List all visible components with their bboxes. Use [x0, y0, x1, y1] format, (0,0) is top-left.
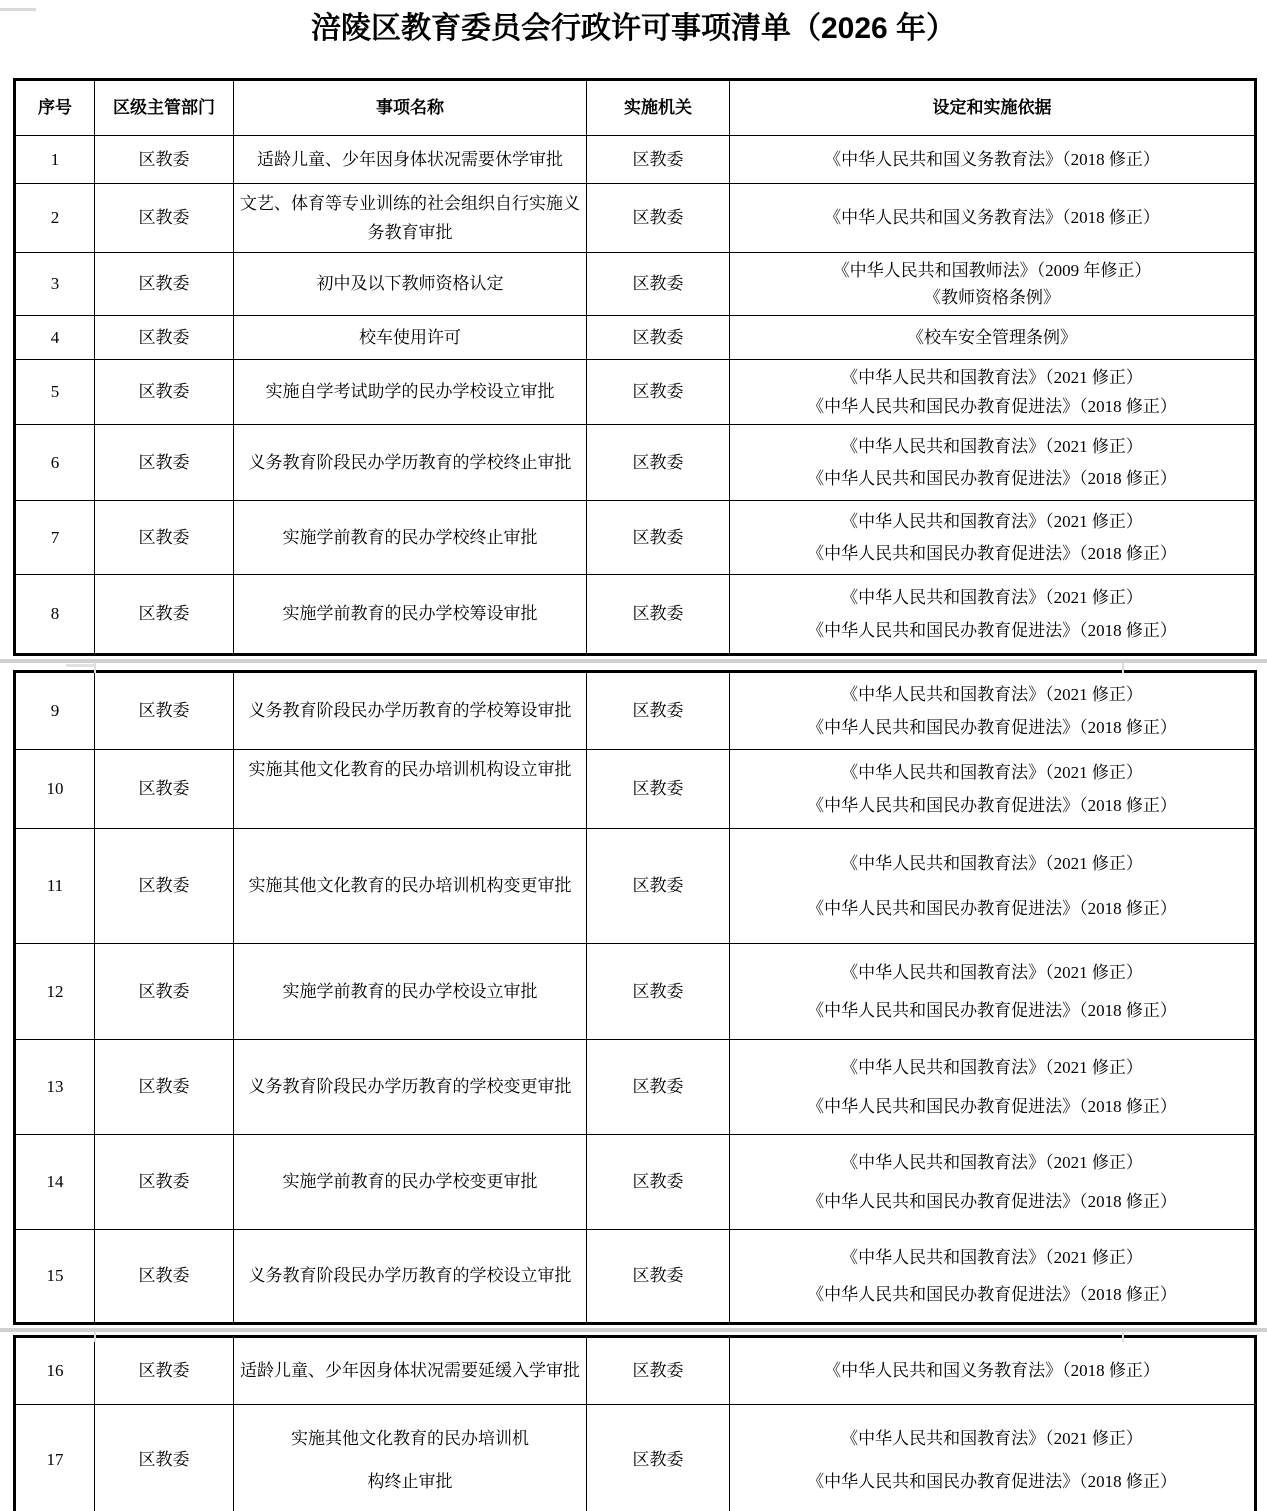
cell-name [234, 316, 587, 360]
item-name-line: 实施自学考试助学的民办学校设立审批 [265, 382, 555, 402]
agency-label: 区教委 [632, 1266, 684, 1286]
item-name-line: 校车使用许可 [359, 327, 461, 347]
cell-name [234, 1337, 587, 1405]
page-break-line [0, 1328, 1267, 1332]
row-number: 17 [46, 1450, 64, 1470]
cell-agency [587, 184, 730, 253]
agency-label: 区教委 [632, 779, 684, 799]
header-row [15, 80, 1256, 136]
basis-line: 《中华人民共和国民办教育促进法》（2018 修正） [807, 717, 1177, 737]
page-margin-mark [94, 1331, 96, 1342]
row-number: 3 [50, 274, 60, 294]
dept-label: 区教委 [138, 1172, 190, 1192]
row-number: 4 [50, 327, 60, 347]
cell-basis [730, 360, 1256, 425]
cell-dept [95, 184, 234, 253]
cell-dept [95, 1135, 234, 1230]
cell-dept [95, 501, 234, 575]
cell-basis [730, 184, 1256, 253]
cell-name [234, 136, 587, 184]
table-row [15, 136, 1256, 184]
agency-label: 区教委 [632, 452, 684, 472]
dept-label: 区教委 [138, 779, 190, 799]
agency-label: 区教委 [632, 149, 684, 169]
row-number: 16 [46, 1361, 64, 1381]
agency-label: 区教委 [632, 208, 684, 228]
cell-name [234, 944, 587, 1040]
table-row [15, 253, 1256, 316]
cell-agency [587, 501, 730, 575]
table-section-1 [13, 78, 1257, 656]
table-row [15, 944, 1256, 1040]
table-row [15, 750, 1256, 829]
cell-dept [95, 253, 234, 316]
cell-basis [730, 253, 1256, 316]
agency-label: 区教委 [632, 382, 684, 402]
item-name-line: 实施其他文化教育的民办培训机 [291, 1428, 529, 1448]
cell-basis [730, 829, 1256, 944]
cell-basis [730, 944, 1256, 1040]
cell-name [234, 501, 587, 575]
cell-agency [587, 425, 730, 501]
item-name-line: 实施其他文化教育的民办培训机构变更审批 [248, 876, 572, 896]
cell-name [234, 575, 587, 655]
cell-agency [587, 1040, 730, 1135]
column-header-col-no [15, 80, 95, 136]
column-header-label: 事项名称 [376, 98, 444, 118]
cell-basis [730, 672, 1256, 750]
item-name-line: 初中及以下教师资格认定 [316, 274, 504, 294]
dept-label: 区教委 [138, 701, 190, 721]
table-section-3 [13, 1335, 1257, 1511]
cell-no [15, 184, 95, 253]
basis-line: 《中华人民共和国民办教育促进法》（2018 修正） [807, 1285, 1177, 1305]
table-row [15, 501, 1256, 575]
basis-line: 《中华人民共和国民办教育促进法》（2018 修正） [807, 620, 1177, 640]
agency-label: 区教委 [632, 1361, 684, 1381]
basis-line: 《中华人民共和国民办教育促进法》（2018 修正） [807, 795, 1177, 815]
row-number: 5 [50, 382, 60, 402]
item-name-line: 适龄儿童、少年因身体状况需要延缓入学审批 [240, 1361, 580, 1381]
basis-line: 《中华人民共和国教育法》（2021 修正） [841, 1153, 1143, 1173]
basis-line: 《中华人民共和国教育法》（2021 修正） [841, 368, 1143, 388]
row-number: 14 [46, 1172, 64, 1192]
cell-name [234, 1230, 587, 1324]
cell-name [234, 750, 587, 829]
dept-label: 区教委 [138, 527, 190, 547]
column-header-col-dept [95, 80, 234, 136]
basis-line: 《中华人民共和国教育法》（2021 修正） [841, 512, 1143, 532]
cell-agency [587, 1337, 730, 1405]
agency-label: 区教委 [632, 1077, 684, 1097]
basis-line: 《中华人民共和国民办教育促进法》（2018 修正） [807, 1096, 1177, 1116]
table-row [15, 1405, 1256, 1511]
basis-line: 《中华人民共和国民办教育促进法》（2018 修正） [807, 1191, 1177, 1211]
cell-dept [95, 829, 234, 944]
cell-dept [95, 136, 234, 184]
table-row [15, 575, 1256, 655]
dept-label: 区教委 [138, 274, 190, 294]
row-number: 6 [50, 452, 60, 472]
cell-name [234, 829, 587, 944]
agency-label: 区教委 [632, 981, 684, 1001]
item-name-line: 适龄儿童、少年因身体状况需要休学审批 [257, 149, 563, 169]
item-name-line: 实施学前教育的民办学校终止审批 [282, 527, 538, 547]
basis-line: 《中华人民共和国教育法》（2021 修正） [841, 853, 1143, 873]
cell-no [15, 1230, 95, 1324]
dept-label: 区教委 [138, 327, 190, 347]
cell-agency [587, 1230, 730, 1324]
cell-no [15, 253, 95, 316]
basis-line: 《中华人民共和国民办教育促进法》（2018 修正） [807, 396, 1177, 416]
table-row [15, 829, 1256, 944]
cell-dept [95, 750, 234, 829]
basis-line: 《中华人民共和国义务教育法》（2018 修正） [824, 149, 1160, 169]
dept-label: 区教委 [138, 604, 190, 624]
dept-label: 区教委 [138, 1266, 190, 1286]
cell-agency [587, 672, 730, 750]
agency-label: 区教委 [632, 327, 684, 347]
cell-dept [95, 425, 234, 501]
cell-no [15, 360, 95, 425]
dept-label: 区教委 [138, 1450, 190, 1470]
basis-line: 《中华人民共和国教育法》（2021 修正） [841, 1247, 1143, 1267]
cell-no [15, 829, 95, 944]
cell-basis [730, 1135, 1256, 1230]
cell-agency [587, 1405, 730, 1511]
agency-label: 区教委 [632, 604, 684, 624]
cell-name [234, 253, 587, 316]
item-name-line: 义务教育阶段民办学历教育的学校筹设审批 [248, 701, 572, 721]
table-row [15, 672, 1256, 750]
table-row [15, 1135, 1256, 1230]
dept-label: 区教委 [138, 981, 190, 1001]
cell-dept [95, 575, 234, 655]
table-row [15, 1230, 1256, 1324]
cell-dept [95, 360, 234, 425]
row-number: 1 [50, 149, 60, 169]
basis-line: 《中华人民共和国教师法》（2009 年修正） [832, 260, 1152, 280]
cell-no [15, 672, 95, 750]
item-name-line: 构终止审批 [367, 1472, 453, 1492]
page-margin-mark [1122, 1331, 1124, 1342]
cell-agency [587, 1135, 730, 1230]
cell-name [234, 1405, 587, 1511]
cell-dept [95, 1337, 234, 1405]
cell-agency [587, 944, 730, 1040]
cell-dept [95, 1230, 234, 1324]
cell-agency [587, 750, 730, 829]
cell-basis [730, 750, 1256, 829]
cell-basis [730, 136, 1256, 184]
basis-line: 《中华人民共和国教育法》（2021 修正） [841, 1058, 1143, 1078]
cell-no [15, 501, 95, 575]
cell-no [15, 1405, 95, 1511]
page-break-line [0, 659, 1267, 663]
column-header-label: 设定和实施依据 [932, 98, 1052, 118]
cell-basis [730, 425, 1256, 501]
row-number: 9 [50, 701, 60, 721]
row-number: 15 [46, 1266, 64, 1286]
agency-label: 区教委 [632, 274, 684, 294]
cell-name [234, 184, 587, 253]
column-header-col-basis [730, 80, 1256, 136]
cell-name [234, 1135, 587, 1230]
dept-label: 区教委 [138, 208, 190, 228]
cell-agency [587, 829, 730, 944]
cell-no [15, 1135, 95, 1230]
cell-agency [587, 360, 730, 425]
item-name-line: 义务教育阶段民办学历教育的学校终止审批 [248, 452, 572, 472]
table-row [15, 1337, 1256, 1405]
basis-line: 《中华人民共和国民办教育促进法》（2018 修正） [807, 543, 1177, 563]
row-number: 12 [46, 981, 64, 1001]
basis-line: 《中华人民共和国教育法》（2021 修正） [841, 587, 1143, 607]
column-header-col-agency [587, 80, 730, 136]
table-row [15, 184, 1256, 253]
table-row [15, 360, 1256, 425]
cell-agency [587, 136, 730, 184]
item-name-line: 务教育审批 [367, 223, 453, 243]
cell-dept [95, 316, 234, 360]
dept-label: 区教委 [138, 1077, 190, 1097]
cell-basis [730, 575, 1256, 655]
page-margin-mark [66, 664, 94, 667]
page-margin-mark [94, 662, 96, 673]
cell-basis [730, 1040, 1256, 1135]
item-name-line: 实施学前教育的民办学校筹设审批 [282, 604, 538, 624]
cell-basis [730, 1230, 1256, 1324]
cell-name [234, 360, 587, 425]
dept-label: 区教委 [138, 1361, 190, 1381]
page-break-divider [13, 1325, 1254, 1335]
basis-line: 《中华人民共和国教育法》（2021 修正） [841, 436, 1143, 456]
license-table [13, 78, 1254, 1511]
item-name-line: 实施学前教育的民办学校变更审批 [282, 1172, 538, 1192]
dept-label: 区教委 [138, 382, 190, 402]
basis-line: 《教师资格条例》 [924, 288, 1060, 308]
page-margin-mark [1122, 662, 1124, 673]
cell-basis [730, 501, 1256, 575]
item-name-line: 义务教育阶段民办学历教育的学校设立审批 [248, 1266, 572, 1286]
row-number: 2 [50, 208, 60, 228]
basis-line: 《中华人民共和国教育法》（2021 修正） [841, 685, 1143, 705]
basis-line: 《中华人民共和国民办教育促进法》（2018 修正） [807, 468, 1177, 488]
table-row [15, 316, 1256, 360]
basis-line: 《中华人民共和国教育法》（2021 修正） [841, 962, 1143, 982]
basis-line: 《中华人民共和国民办教育促进法》（2018 修正） [807, 1001, 1177, 1021]
item-name-line: 实施学前教育的民办学校设立审批 [282, 981, 538, 1001]
cell-agency [587, 575, 730, 655]
agency-label: 区教委 [632, 527, 684, 547]
agency-label: 区教委 [632, 701, 684, 721]
page-title: 涪陵区教育委员会行政许可事项清单（2026 年） [310, 12, 957, 45]
basis-line: 《中华人民共和国教育法》（2021 修正） [841, 1428, 1143, 1448]
agency-label: 区教委 [632, 1172, 684, 1192]
cell-no [15, 316, 95, 360]
item-name-line: 义务教育阶段民办学历教育的学校变更审批 [248, 1077, 572, 1097]
table-row [15, 425, 1256, 501]
agency-label: 区教委 [632, 1450, 684, 1470]
cell-dept [95, 1405, 234, 1511]
table-row [15, 1040, 1256, 1135]
dept-label: 区教委 [138, 876, 190, 896]
cell-dept [95, 1040, 234, 1135]
cell-name [234, 425, 587, 501]
cell-no [15, 136, 95, 184]
cell-basis [730, 316, 1256, 360]
cell-dept [95, 944, 234, 1040]
item-name-line: 文艺、体育等专业训练的社会组织自行实施义 [240, 193, 580, 213]
basis-line: 《中华人民共和国义务教育法》（2018 修正） [824, 208, 1160, 228]
item-name-line: 实施其他文化教育的民办培训机构设立审批 [248, 760, 572, 779]
dept-label: 区教委 [138, 149, 190, 169]
cell-no [15, 750, 95, 829]
row-number: 7 [50, 527, 60, 547]
basis-line: 《中华人民共和国义务教育法》（2018 修正） [824, 1361, 1160, 1381]
cell-agency [587, 253, 730, 316]
row-number: 13 [46, 1077, 64, 1097]
column-header-col-name [234, 80, 587, 136]
cell-name [234, 1040, 587, 1135]
basis-line: 《校车安全管理条例》 [907, 327, 1077, 347]
cell-no [15, 575, 95, 655]
dept-label: 区教委 [138, 452, 190, 472]
basis-line: 《中华人民共和国民办教育促进法》（2018 修正） [807, 898, 1177, 918]
column-header-label: 区级主管部门 [113, 98, 215, 118]
cell-basis [730, 1405, 1256, 1511]
column-header-label: 实施机关 [624, 98, 692, 118]
cell-no [15, 1337, 95, 1405]
cell-agency [587, 316, 730, 360]
row-number: 8 [50, 604, 60, 624]
cell-no [15, 425, 95, 501]
cell-no [15, 1040, 95, 1135]
cell-basis [730, 1337, 1256, 1405]
row-number: 10 [46, 779, 64, 799]
cell-name [234, 672, 587, 750]
column-header-label: 序号 [38, 98, 72, 118]
basis-line: 《中华人民共和国民办教育促进法》（2018 修正） [807, 1472, 1177, 1492]
table-section-2 [13, 670, 1257, 1325]
agency-label: 区教委 [632, 876, 684, 896]
cell-dept [95, 672, 234, 750]
basis-line: 《中华人民共和国教育法》（2021 修正） [841, 762, 1143, 782]
cell-no [15, 944, 95, 1040]
row-number: 11 [46, 876, 64, 896]
page-break-divider [13, 656, 1254, 670]
